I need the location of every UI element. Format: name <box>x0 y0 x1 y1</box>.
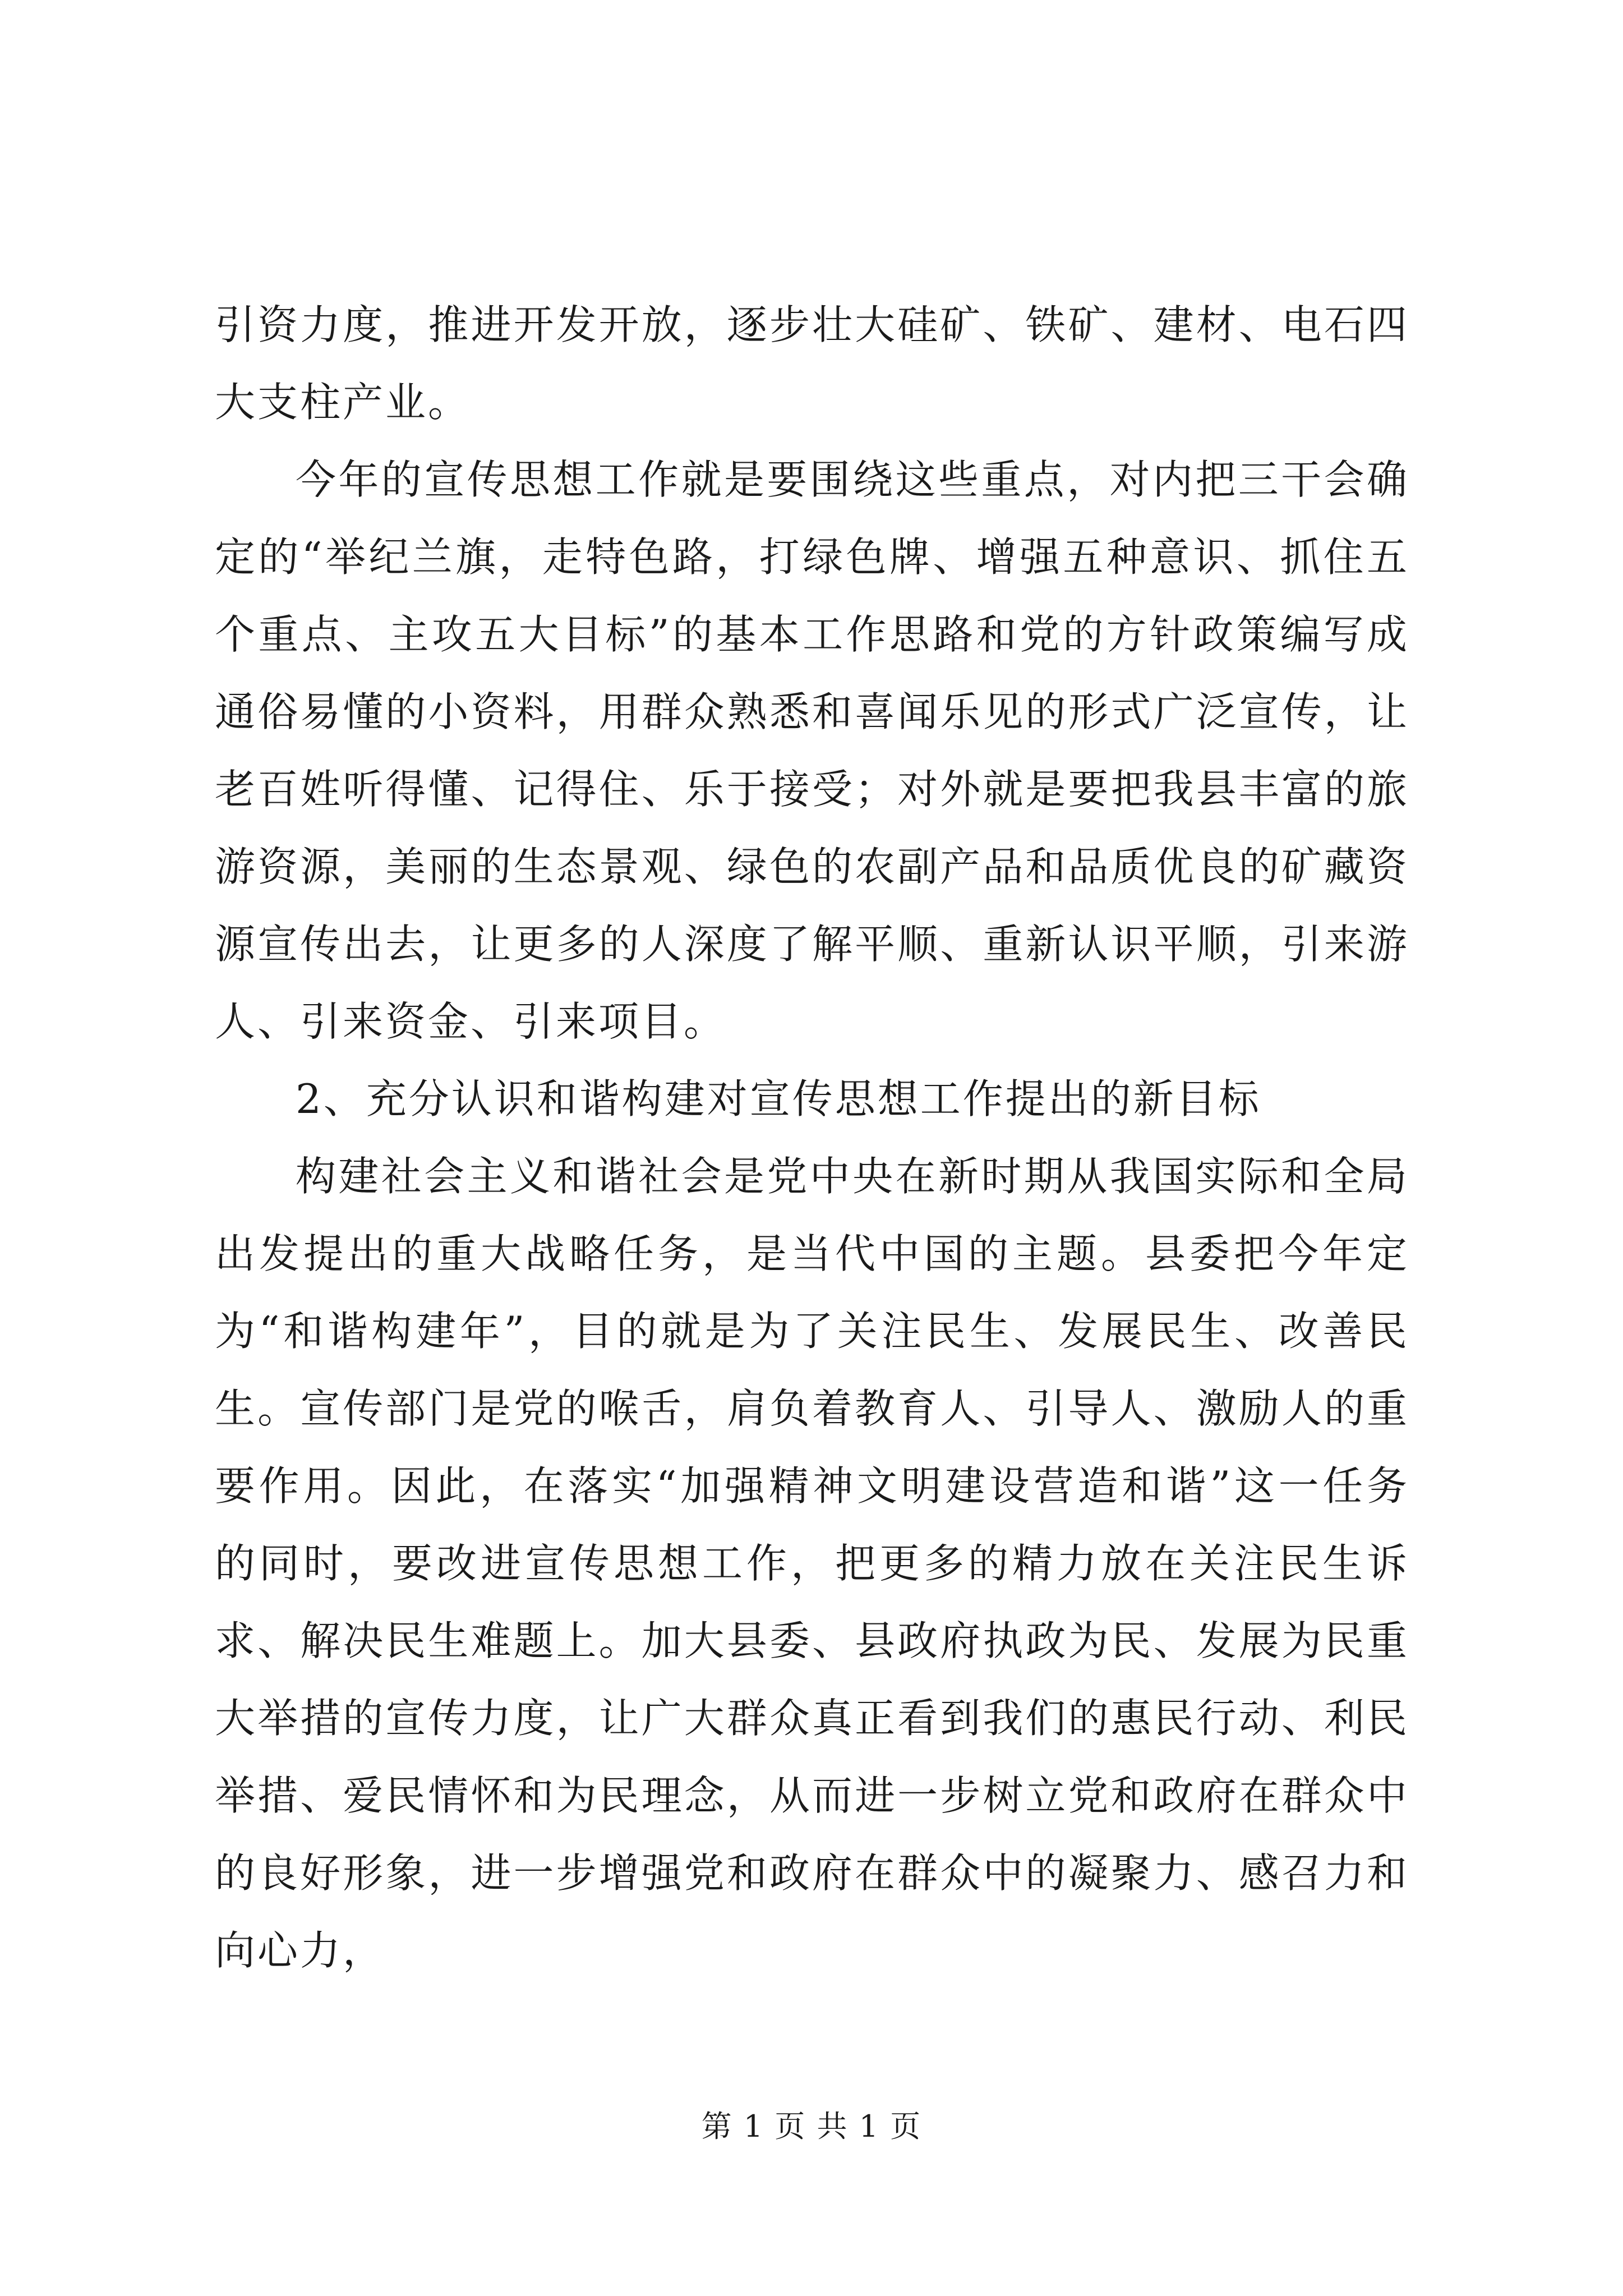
section-heading: 2、充分认识和谐构建对宣传思想工作提出的新目标 <box>296 1075 1261 1122</box>
page-footer: 第 1 页 共 1 页 <box>701 2109 922 2144</box>
document-body <box>215 286 1409 1989</box>
paragraph-propaganda-focus: 今年的宣传思想工作就是要围绕这些重点，对内把三干会确定的“举纪兰旗，走特色路，打绿色牌、增强五种意识、抓住五个重点、主攻五大目标”的基本工作思路和党的方针政策编写成通俗易懂的小资料，用群众熟悉和喜闻乐见的形式广泛宣传，让老百姓听得懂、记得住、乐于接受；对外就是要把我县丰富的旅游资源，美丽的生态景观、绿色的农副产品和品质优良的矿藏资源宣传出去，让更多的人深度了解平顺、重新认识平顺，引来游人、引来资金、引来项目。 <box>215 456 1409 1045</box>
paragraph-harmonious-society: 构建社会主义和谐社会是党中央在新时期从我国实际和全局出发提出的重大战略任务，是当代中国的主题。县委把今年定为“和谐构建年”，目的就是为了关注民生、发展民生、改善民生。宣传部门是党的喉舌，肩负着教育人、引导人、激励人的重要作用。因此，在落实“加强精神文明建设营造和谐”这一任务的同时，要改进宣传思想工作，把更多的精力放在关注民生诉求、解决民生难题上。加大县委、县政府执政为民、发展为民重大举措的宣传力度，让广大群众真正看到我们的惠民行动、利民举措、爱民情怀和为民理念，从而进一步树立党和政府在群众中的良好形象，进一步增强党和政府在群众中的凝聚力、感召力和向心力， <box>215 1153 1409 1974</box>
paragraph-continuation: 引资力度，推进开发开放，逐步壮大硅矿、铁矿、建材、电石四大支柱产业。 <box>215 301 1409 426</box>
